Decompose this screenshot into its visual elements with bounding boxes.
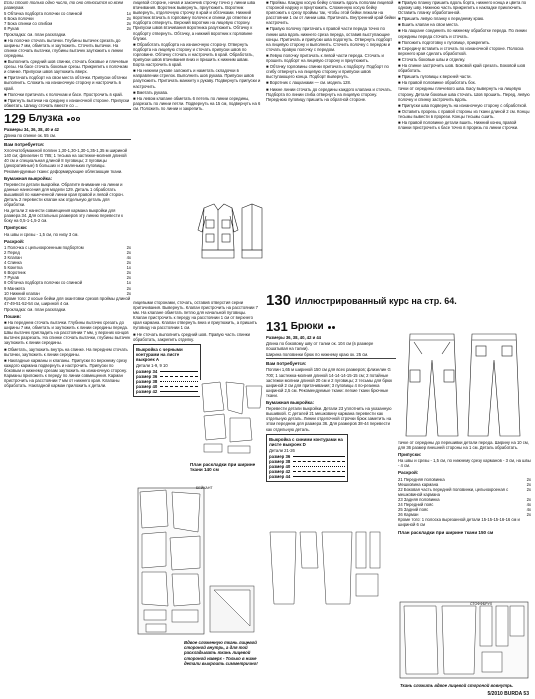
paragraph: ■ Обработать подборта на изнаночную сторону. Отвернуть подборта на лицевую сторону и сточать припуски швов по горловине. Обтачку сточать и настрочить в край. Обработать, припуски швов втачивания вниз и пришить к нижним швам. Борта настрочить в край. — [133, 41, 254, 68]
sizes-line: Размеры 34, 36, 38, 40 и 42 — [4, 126, 59, 132]
list-item: 21 Передняя половинка 2x — [398, 476, 531, 482]
list-item: 7 Рукав 2x — [4, 275, 131, 281]
column-3 — [266, 0, 396, 103]
legend-detail: Детали 21-26 — [269, 447, 295, 453]
cutting-heading: Раскрой: — [398, 470, 419, 476]
trousers-drawing — [400, 330, 530, 440]
paragraph: ■ Положить подготовку к пуговице, прикрепить. — [398, 39, 491, 45]
extra-text: Кроме того: 2 косые бейки для окантовки срезов проймы длиной 47-49-51-52-54 см, шириной 4 см. — [4, 295, 131, 306]
materials-heading: Вам потребуется: — [266, 361, 307, 367]
list-item: 25 Задний пояс 4x — [398, 507, 531, 513]
divider — [4, 109, 131, 110]
parts-list — [4, 245, 131, 296]
paragraph: ■ Пришить пуговицы к верхней части. — [398, 74, 472, 80]
list-item: 24 Передний пояс 4x — [398, 502, 531, 508]
list-item: 9 Манжета 2x — [4, 285, 131, 291]
list-item: 3 Клапан 4x — [4, 254, 131, 260]
length-line: Длина по боковому шву от талии ок. 104 см (в размере пошатывая на талии). — [266, 341, 374, 352]
paragraph: ■ На лацкане соединить по нижнему обработке переда. По линии середины переда сточать и сточать. — [398, 28, 527, 39]
legend-row: размер 38 — [136, 379, 198, 384]
materials-text: Хлопчатобумажной поплин 1,30-1,30-1,30-1,35-1,35 м шириной 140 см; флизелин G 785; 1 тесьма на застежке-молния длиной 40 см и специальная длиной 8 пуговицы; 2 пуговицы (декоративные) 5 больших и 2 маленьких пуговицы. Рекомендуемые ткани: деформирующие облегающие ткани. — [4, 148, 128, 174]
list-item: 7 Бока спинки со спибом 2x — [4, 21, 131, 27]
layout-plan-blouse-drawing — [136, 486, 262, 636]
layout-plan-trousers-drawing — [398, 600, 530, 680]
paragraph: ■ Вметать рукава. — [133, 89, 169, 95]
paragraph: тачки от середины плечевого шва. Басу вывернуть на лицевую сторону. Детали боковые шва сточать. Шов прошить. Перед, левую полочку и спинку застрочить вдоль. — [398, 86, 530, 102]
column-4 — [398, 0, 531, 131]
model-130-banner — [266, 292, 532, 309]
difficulty-icon — [327, 320, 335, 333]
model-title — [266, 320, 396, 333]
cut-text: На детали 2 нанести совмещения кармана выкройки для размера 34. Для остальных размеров эту линию перевести к боку на 0,5-1-1,5-2 см. — [4, 208, 123, 224]
difficulty-icon — [66, 112, 80, 125]
legend-row: размер 42 — [136, 389, 198, 394]
legend-row: размер 34 — [136, 369, 198, 374]
paragraph: ■ На спинке застрочить шов. Боковой край срезать. Боковой шов обработать. — [398, 63, 526, 74]
column-3-lower — [266, 318, 396, 484]
pattern-text: Перевести детали выкройки. Детали 23 уплотнить на указанную вышивкой. С деталей 21 мешковину кармана перевести как отдельную деталь. Линии отделочной строчки брюк заметить на этом переднем для размера 36. Для размеров 38-44 перевести как отдельную деталь. — [266, 406, 392, 432]
paragraph: ■ На правой половинке детали вшить. Нижний конец правой планки пристрочить к басе точно в прорезь по линии строчки. — [398, 119, 519, 131]
legend-row: размер 40 — [269, 464, 345, 469]
model-title — [4, 112, 131, 125]
legend-row: размер 36 — [269, 454, 345, 459]
paragraph: тачке от середины до перешивки детали переда. Ширину на 10 см, для 36 размер внешней стороны на 1 см. Деталь обработать. — [398, 440, 529, 451]
model-name: Блузка — [28, 112, 64, 124]
allowance-text: На швы и срезы - 1,5 см, по нижнему срезу карманов - 3 см, на швы - 4 см. — [398, 458, 531, 469]
paragraph: лицевой стороне, начав и закончив строчку точно у линии шва втачивания. Воротник вывернуть, приутюжить. Воротник вывернуть, отделочную строчку в край и обтачками. Нижний воротник втачать в горловину полочек и спинки до отметки и подборта отвернуть. Верхний воротник на лицевую сторону. Припуски швов втачивания воротника разутюжить. Обтачку к подборту отвернуть. Обтачку, а нижний воротник к горловине блузки. — [133, 0, 256, 41]
paragraph: ■ Не сточать выполнить средний шов. Правую часть спинки обработать, закрепить отделку. — [133, 331, 250, 342]
blouse-drawing — [196, 200, 264, 300]
legend-row: размер 38 — [269, 459, 345, 464]
list-item: 26 Карман 2x — [398, 512, 531, 518]
paragraph: Прокладка: см. план раскладки. — [4, 31, 67, 37]
list-item: Мешковина кармана 2x — [398, 481, 531, 487]
allowance-text: На швы и срезы - 1,5 см, по низу 3 см. — [4, 231, 79, 237]
list-item: 8 Обтачка подборта полочки со спинкой 1x — [4, 280, 131, 286]
model-number: 131 — [266, 319, 288, 334]
paragraph: ■ Обтачку горловины спинки притачать к подборту. Подборт по сгибу отвернуть на лицевую сторону и припуски швов выступающего конца. Подборт вывернуть. — [266, 64, 389, 80]
paragraph: ■ На переднем сточать вытачки. Глубины вытачек срезать до ширины 7 мм, обметать и заутюжить к линии середины переда. Швы вытачек пригладить на расстоянии 7 мм, у верхних концов вытачек разрезать. На спинке сточать вытачки, глубины вытачек заутюжить к линии середины. — [4, 320, 131, 346]
paragraph: ■ Пригнуть вытачки на средину к изнаночной стороне. Припуски обметать. Шлицу сточать вместе со ... — [4, 97, 130, 108]
list-item: 10 Нижний клапан 2x — [4, 290, 131, 296]
paragraph: ■ На правой половинке обработать бок. — [398, 80, 476, 86]
list-item: 23 Задняя половинка 2x — [398, 496, 531, 502]
materials-heading: Вам потребуется: — [4, 142, 45, 148]
layout-note: Вдвое сложенную ткань лицевой стороной внутрь, а для той раскладывать ткань лицевой стороной наверх - Только в ниже детали выкроить симметрично! — [184, 640, 258, 666]
allowance-heading: Припуски: — [398, 452, 422, 458]
list-item: 4 Спинка 2x — [4, 260, 131, 266]
paragraph: ■ Воротник с лацканами — см. модель 128. — [266, 80, 351, 86]
legend-title: Выкройка с черными контурами на листе выкроек A — [136, 346, 183, 362]
allowance-heading: Припуски: — [4, 225, 28, 231]
extra-text: Кроме того: 1 полоска вырезанной детали 15-15-15-16-16 см и шириной 6 см — [398, 517, 520, 528]
legend-title: Выкройка с синими контурами на листе выкроек D — [269, 436, 343, 447]
parts-list-top — [4, 11, 131, 31]
length-line: Длина по спинке ок. 55 см. — [4, 132, 57, 138]
paragraph: ■ Правую планку пришить вдоль борта, нижнего конца и цвета по одному шву. Нижнюю часть прикрепить к накладке приключить. Оставить планку обработанной. — [398, 0, 527, 16]
layout-note: Ткань сложить вдвое лицевой стороной вовнутрь. — [400, 683, 514, 688]
divider — [266, 358, 396, 359]
paragraph: ■ Пришить левую планку к переднему краю. — [398, 16, 485, 22]
layout-plan-blouse — [190, 462, 260, 473]
paragraph: ■ Проймы. Каждую косую бейку сложить вдоль пополам лицевой стороной наружу и приутюжить. Сложенную косую бейку приложить к срезу проймы так, чтобы этой бейки лежали на расстоянии 1 см от линии шва. Притачать. Внутренний край бейки настрочить. — [266, 0, 396, 26]
layout-plan-title: План раскладки при ширине ткани 140 см — [190, 462, 256, 473]
pattern-text: Перевести детали выкройки. Обратите внимание на линии и данные нанесения для модели 129. Деталь 1 обработать вышивкой по намеченной линии края правой и левой сторон. Деталь 2 перевести клапан как отдельную деталь для обработки. — [4, 181, 124, 208]
fold-label: БЕЙКАНТ — [196, 486, 213, 490]
divider — [4, 139, 131, 140]
sewing-heading: Пошив: — [4, 313, 22, 319]
pattern-pieces-icon — [200, 380, 264, 456]
banner-text: Иллюстрированный курс на стр. 64. — [295, 295, 457, 306]
paragraph: ■ Сточать боковые швы и отделку. — [398, 56, 466, 62]
paragraph: ■ Полочки притачать к полочкам и басе. Прострочить в край. — [4, 91, 123, 97]
list-item: 5 Кокетка 1x — [4, 265, 131, 271]
paragraph: ■ На полочке сточать вытачки. Глубины вытачек срезать до ширины 7 мм, обметать и заутюжить. Сточить вытачки. На спинке сточать вытачки, глубины вытачек заутюжить к линии середины. — [4, 37, 123, 58]
legend-detail: Детали 1-9, 9 10 — [136, 363, 168, 369]
interlining-text: Прокладка: см. план раскладки. — [4, 306, 67, 312]
parts-list — [398, 477, 531, 518]
model-number: 130 — [266, 292, 292, 309]
list-item: 22 Боковая часть передней половинки, цельнокроеная с мешковиной кармана 2x — [398, 486, 531, 497]
pattern-heading: Бумажная выкройка: — [266, 400, 315, 406]
paragraph: ■ Обметать, заутюжить внутрь на спинке. На переднем сточать вытачки, заутюжить к линии середины. — [4, 346, 128, 357]
list-item: 6 Воротник 2x — [4, 270, 131, 276]
model-number: 129 — [4, 110, 26, 126]
blouse-pattern-pieces — [200, 380, 264, 456]
page-footer: 5/2010 BURDA 53 — [487, 691, 529, 697]
legend-row: размер 42 — [269, 469, 345, 474]
paragraph: ■ Накладные карманы и клапаны. Припуски по верхнему срезу каждого кармана подвернуть и настрочить. Припуски по боковым и нижнему срезам заутюжить на изнаночную сторону. Карманы приложить к переду по линии совмещения. Карман пристрочить на расстоянии 7 мм от нижнего края. Клапаны обработать. Накладной карман приложить к детали. — [4, 357, 128, 389]
paragraph: ■ Оставить прорезь с правой стороны из ткани длиной 2 см. Концы тесьмы вывести в прорези. Концы тесьмы сшить. — [398, 108, 530, 119]
trousers-sketch-icon — [400, 330, 530, 440]
column-2 — [133, 0, 261, 112]
paragraph: ■ Припуски шва подвернуть на изнаночную сторону с обработкой. — [398, 102, 528, 108]
paragraph: ■ Середину вставить и сточать по изнаночной стороне. Полоска верхнего края сделать обработкой. — [398, 45, 524, 56]
width-line: Ширина половинки брюк по нижнему краю ок. 25 см. — [266, 352, 369, 358]
legend-row: размер 36 — [136, 374, 198, 379]
trousers-pattern-pieces — [266, 528, 396, 608]
column-4-lower — [398, 440, 531, 536]
fold-label: СТОФФБРУХ — [470, 602, 493, 606]
pattern-pieces-icon — [266, 528, 396, 608]
paragraph: ■ На левом клапане обметать 6 петель по линии середины, разрезать по линии петли. Подвернуть на 15 см, подвернуть на 6 см. Положить по линии и закрепить. — [133, 95, 261, 111]
paragraph: ■ Притачать подборт на свои места обтачки. Припуски обтачки выполнить. Сложить на изнаночную сторону и настрочить в край. — [4, 75, 127, 91]
list-item: 8 Рукав 2x — [4, 26, 131, 32]
list-item: 1 Полочка с цельнокроенным подбортом 2x — [4, 244, 131, 250]
paragraph: ■ Нижне линии сточать до середины каждого клапана и сточать. Подборта по линии сгиба отвернуть на лицевую сторону. Переднюю пуговицу пришить на обратной стороне. — [266, 86, 392, 102]
paragraph: ■ Левую полочку притачать к левой части переда. Сточать и прошить подборт на лицевую сторону и приутюжить. — [266, 52, 384, 64]
legend-row: размер 44 — [269, 474, 345, 479]
fabric-layout-icon — [136, 486, 262, 636]
legend-row: размер 40 — [136, 384, 198, 389]
materials-text: Поплин 1,65 м шириной 150 см для всех размеров; флизелин G 700; 1 застежка-молния длиной 14-14-14-15-15 см; 2 потайные застежки молнии длиной 20 см и 2 пуговицы; 2 тесьмы для брюк шириной 2 см для притачивания; 3 пуговицы 4 по-резинка шириной 2,5 см. Рекомендуемые ткани: легкие ткани брючные ткани. — [266, 367, 393, 398]
blouse-sketch-icon — [196, 200, 264, 300]
pattern-legend-box — [133, 344, 201, 397]
sizes-line: Размеры 36, 38, 40, 42 и 44 — [266, 335, 321, 340]
list-item: 5 Обтачка подборта полочки со спинкой 1x — [4, 11, 131, 17]
layout-plan-title: План раскладки при ширине ткани 150 см — [398, 529, 494, 535]
column-1 — [4, 0, 131, 389]
top-note: Если стоит только одно число, то оно относится ко всем размерам. — [4, 0, 124, 11]
cutting-heading: Раскрой: — [4, 238, 25, 244]
list-item: 6 Бока полочки 2x — [4, 16, 131, 22]
list-item: 2 Перед 2x — [4, 249, 131, 255]
paragraph: лицевыми сторонами, сточать, оставив отверстия серии притачивания. Вывернуть. Клапан пристрочить на расстоянии 7 мм. На клапане обметать петлю для начальной пуговицы. Клапан пристрочить к переду на расстоянии 1 см от верхнего края кармана. Клапан отвернуть вниз и приутюжить, а пришить пуговицу на расстоянии 1 см. — [133, 300, 258, 331]
paragraph: ■ Выполнить средний шов спинки, сточать боковые и плечевые срезы. На басе сточать боковые срезы. Прикрепить к полочкам и спинке. Припуски швов заутюжить вверх. — [4, 59, 129, 75]
paragraph: ■ Вшить клапан на свои места. — [398, 22, 459, 28]
paragraph: ■ Правую полочку притачать к правой части переда точно по линии шва вдоль нижнего среза переда, оставив выступающие концы. Притачать и припуски шва подогнуть. Отвернуть подборт на лицевую сторону и выполнить. Сточить полочку с передом и сточать правую полочку с передом. — [266, 26, 393, 52]
pattern-legend-box — [266, 434, 348, 482]
model-name: Брюки — [290, 321, 324, 332]
paragraph: ■ На нижнем рукаве заложить и наметать складочки в направлении стрелок. Выполнить шов рукава. Припуски швов разутюжить. Притачать манжету к рукаву. Подвернуть припуски и настрочить. — [133, 68, 261, 89]
pattern-heading: Бумажная выкройка: — [4, 175, 53, 181]
fabric-layout-icon — [398, 600, 530, 680]
